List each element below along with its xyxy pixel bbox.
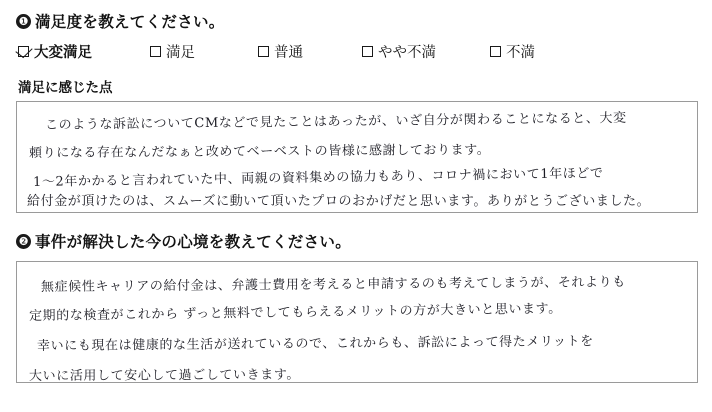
option-somewhat-dissatisfied[interactable] [362, 41, 490, 62]
question-2-answer-box [16, 261, 698, 383]
checkbox-icon[interactable] [258, 46, 269, 57]
answer-line: 給付金が頂けたのは、スムーズに動いて頂いたプロのおかげだと思います。ありがとうございました。 [27, 194, 651, 209]
question-2-heading [16, 230, 698, 252]
question-1-sub-label: 満足に感じた点 [18, 80, 113, 95]
question-2-number: ❷ [16, 234, 31, 249]
checkbox-icon[interactable] [362, 46, 373, 57]
option-very-satisfied[interactable] [18, 41, 150, 62]
option-dissatisfied[interactable] [490, 41, 535, 62]
question-1-text: 満足度を教えてください。 [35, 14, 225, 31]
answer-line: 1～2年かかると言われていた中、両親の資料集めの協力もあり、コロナ禍において1年ほどで [32, 166, 604, 190]
question-1-options [18, 41, 698, 62]
question-1-heading [16, 10, 698, 32]
option-label: 満足 [166, 45, 195, 61]
spacer [16, 252, 698, 261]
checkbox-icon[interactable] [490, 46, 501, 57]
option-label: 普通 [274, 45, 303, 61]
answer-line: 無症候性キャリアの給付金は、弁護士費用を考えると申請するのも考えてしまうが、それよりも [40, 274, 626, 295]
question-2-answer-text [27, 270, 687, 384]
answer-line: 定期的な検査がこれから ずっと無料でしてもらえるメリットの方が大きいと思います。 [28, 301, 562, 324]
checkbox-checked-icon[interactable] [18, 46, 29, 57]
answer-line: 幸いにも現在は健康的な生活が送れているので、これからも、訴訟によって得たメリットを [36, 334, 594, 354]
option-satisfied[interactable] [150, 41, 258, 62]
answer-line: 頼りになる存在なんだなぁと改めてベーベストの皆様に感謝しております。 [28, 142, 491, 161]
option-neutral[interactable] [258, 41, 362, 62]
question-1-answer-text [27, 110, 687, 209]
option-label: 大変満足 [34, 45, 92, 61]
option-label: やや不満 [378, 45, 436, 61]
question-2-text: 事件が解決した今の心境を教えてください。 [35, 234, 352, 251]
checkbox-icon[interactable] [150, 46, 161, 57]
question-1-answer-box [16, 101, 698, 213]
question-1-number: ❶ [16, 14, 31, 29]
answer-line: 大いに活用して安心して過ごしていきます。 [28, 367, 301, 384]
answer-line: このような訴訟についてCMなどで見たことはあったが、いざ自分が関わることになると、大変 [44, 110, 627, 133]
option-label: 不満 [506, 45, 535, 61]
